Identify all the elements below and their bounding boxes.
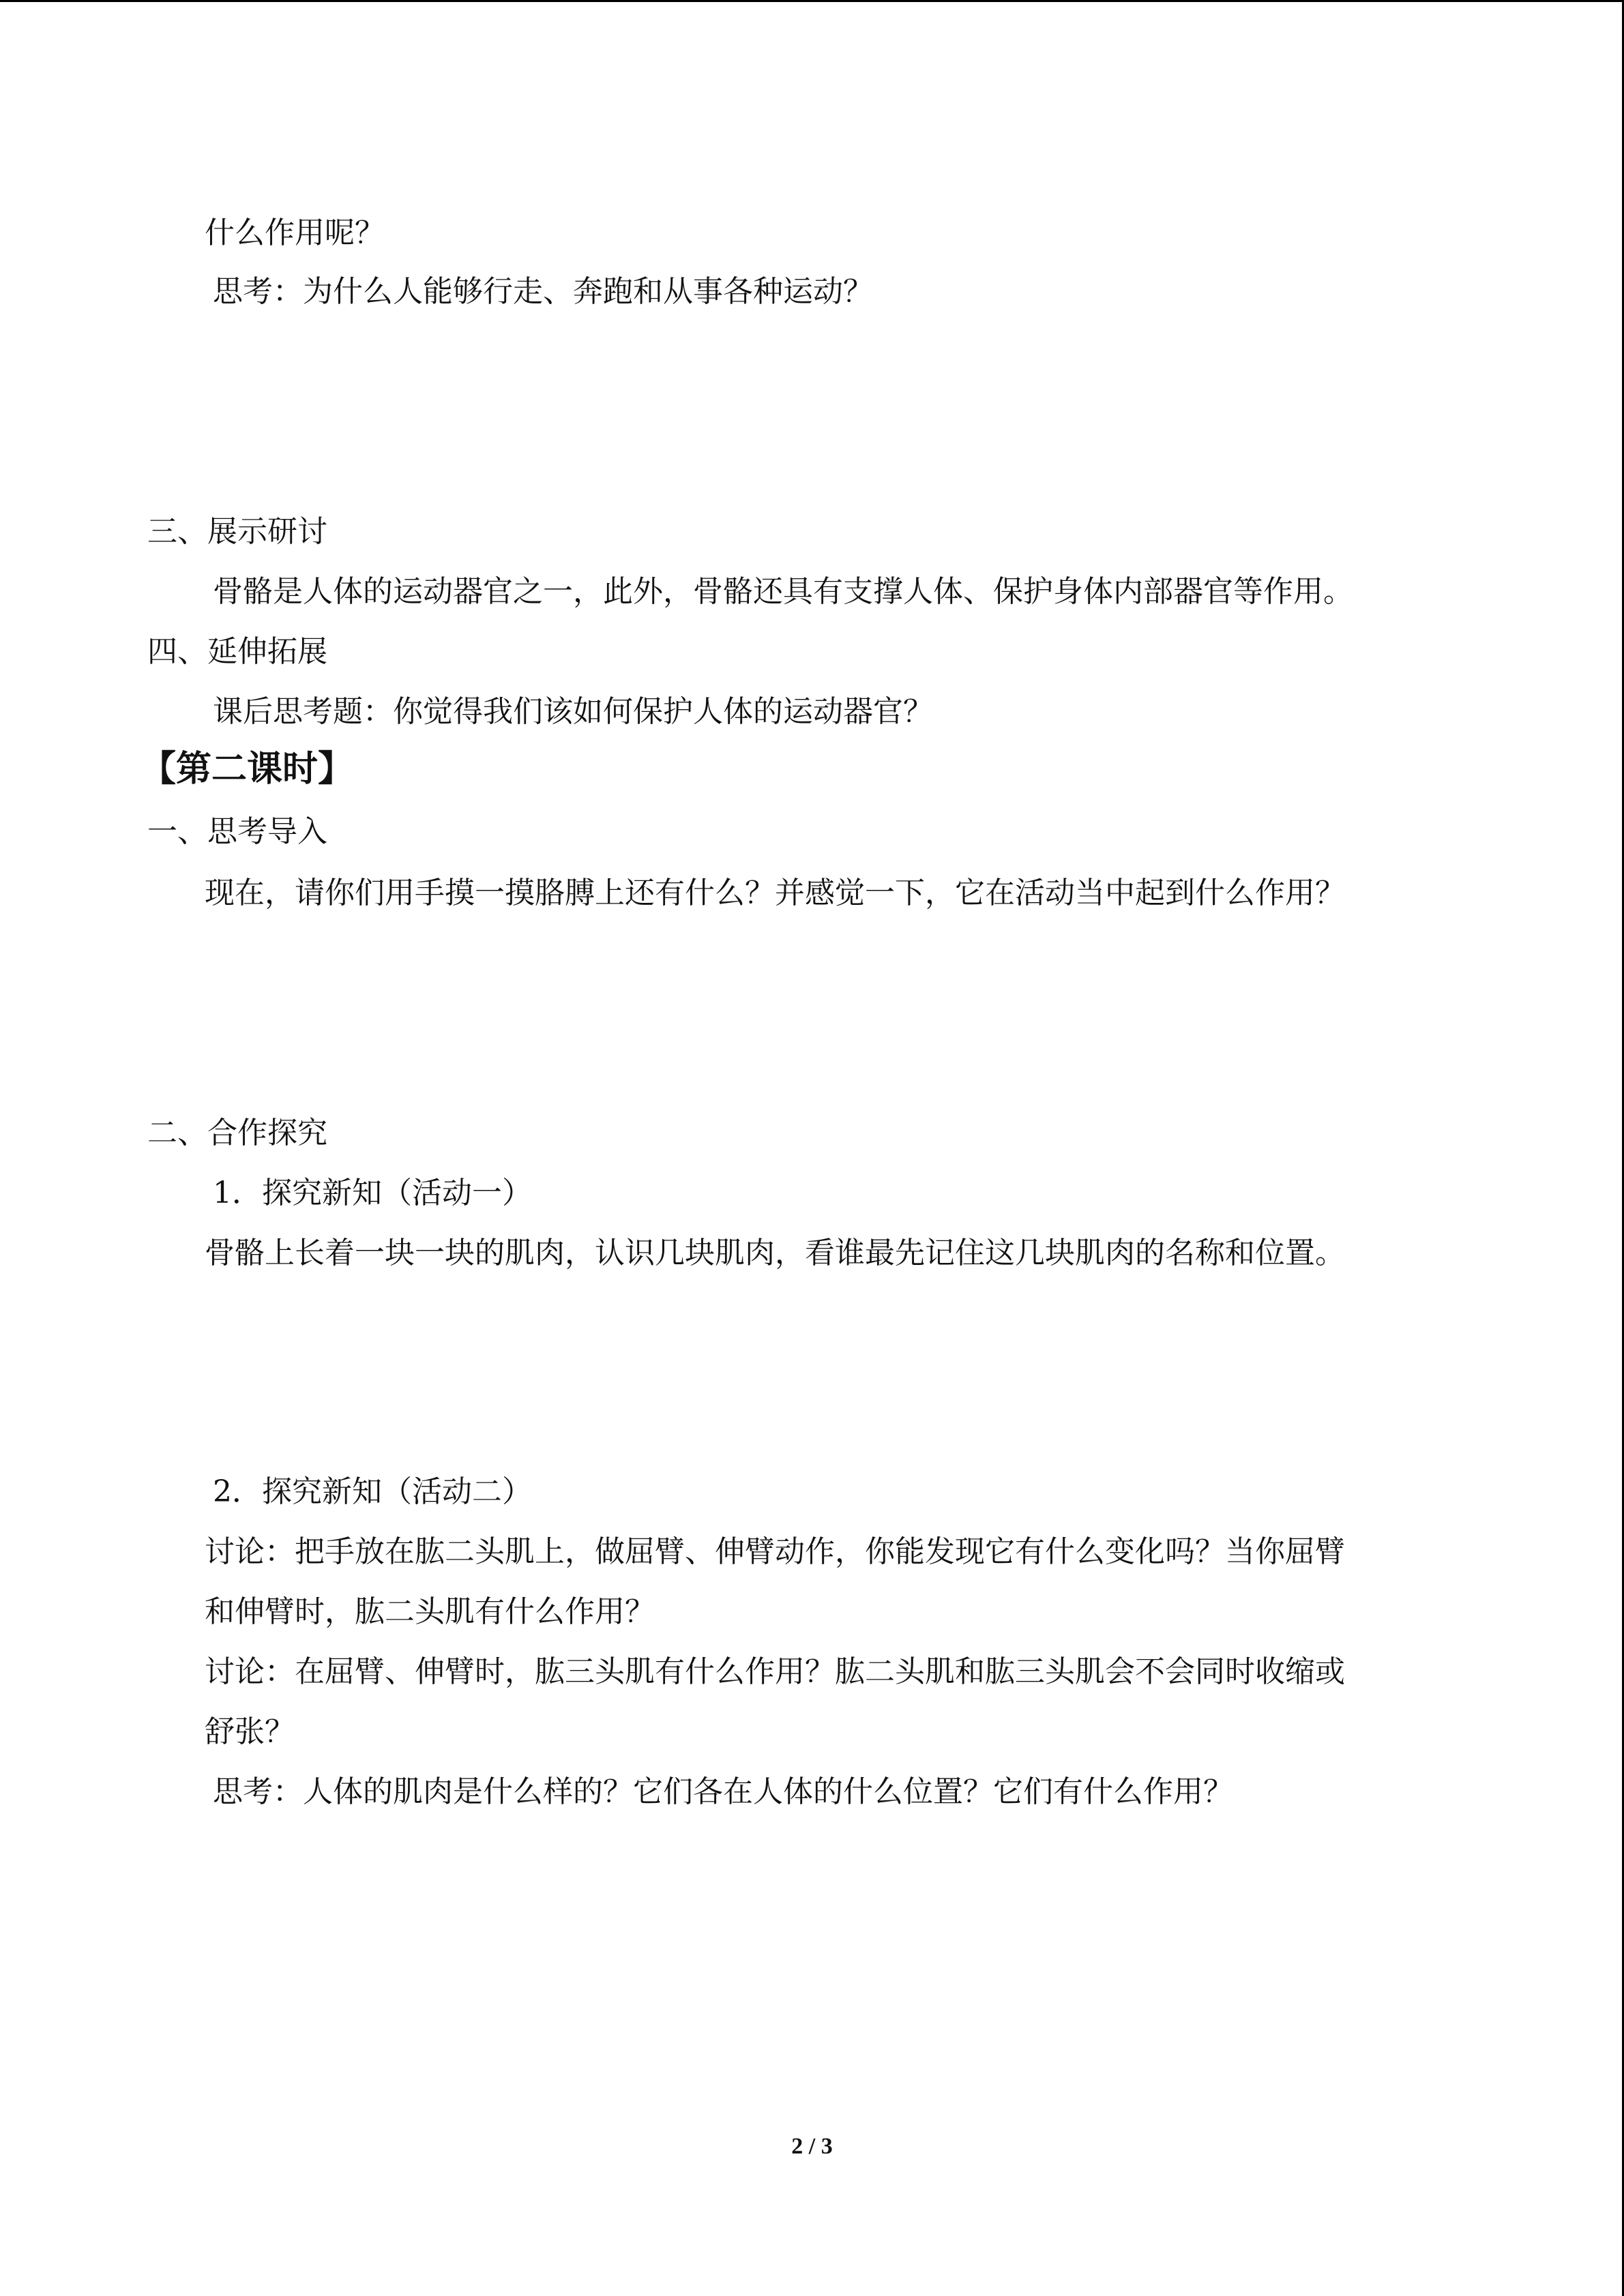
lesson-heading: 【第二课时】 [141, 748, 354, 790]
thinking-question-1: 思考：为什么人能够行走、奔跑和从事各种运动？ [213, 274, 873, 309]
continued-question: 什么作用呢？ [205, 215, 385, 250]
section-heading-4: 四、延伸拓展 [147, 634, 327, 669]
section-heading-3: 三、展示研讨 [147, 514, 327, 549]
page-number: 2 / 3 [791, 2134, 833, 2159]
discussion-1-line-1: 讨论：把手放在肱二头肌上，做屈臂、伸臂动作，你能发现它有什么变化吗？当你屈臂 [205, 1534, 1345, 1569]
activity-2-heading: 2．探究新知（活动二） [213, 1474, 532, 1509]
homework-question: 课后思考题：你觉得我们该如何保护人体的运动器官？ [213, 694, 933, 729]
discussion-1-line-2: 和伸臂时，肱二头肌有什么作用？ [205, 1594, 655, 1629]
section-3-paragraph: 骨骼是人体的运动器官之一，此外，骨骼还具有支撑人体、保护身体内部器官等作用。 [213, 574, 1353, 609]
discussion-2-line-2: 舒张？ [205, 1714, 295, 1749]
thinking-question-2: 思考：人体的肌肉是什么样的？它们各在人体的什么位置？它们有什么作用？ [213, 1774, 1233, 1809]
section-heading-1: 一、思考导入 [147, 814, 327, 849]
section-heading-2: 二、合作探究 [147, 1116, 327, 1150]
discussion-2-line-1: 讨论：在屈臂、伸臂时，肱三头肌有什么作用？肱二头肌和肱三头肌会不会同时收缩或 [205, 1654, 1345, 1689]
activity-1-heading: 1．探究新知（活动一） [213, 1176, 532, 1210]
activity-1-paragraph: 骨骼上长着一块一块的肌肉，认识几块肌肉，看谁最先记住这几块肌肉的名称和位置。 [205, 1236, 1345, 1270]
top-border-line [0, 0, 1624, 2]
intro-paragraph: 现在，请你们用手摸一摸胳膊上还有什么？并感觉一下，它在活动当中起到什么作用？ [205, 876, 1345, 910]
